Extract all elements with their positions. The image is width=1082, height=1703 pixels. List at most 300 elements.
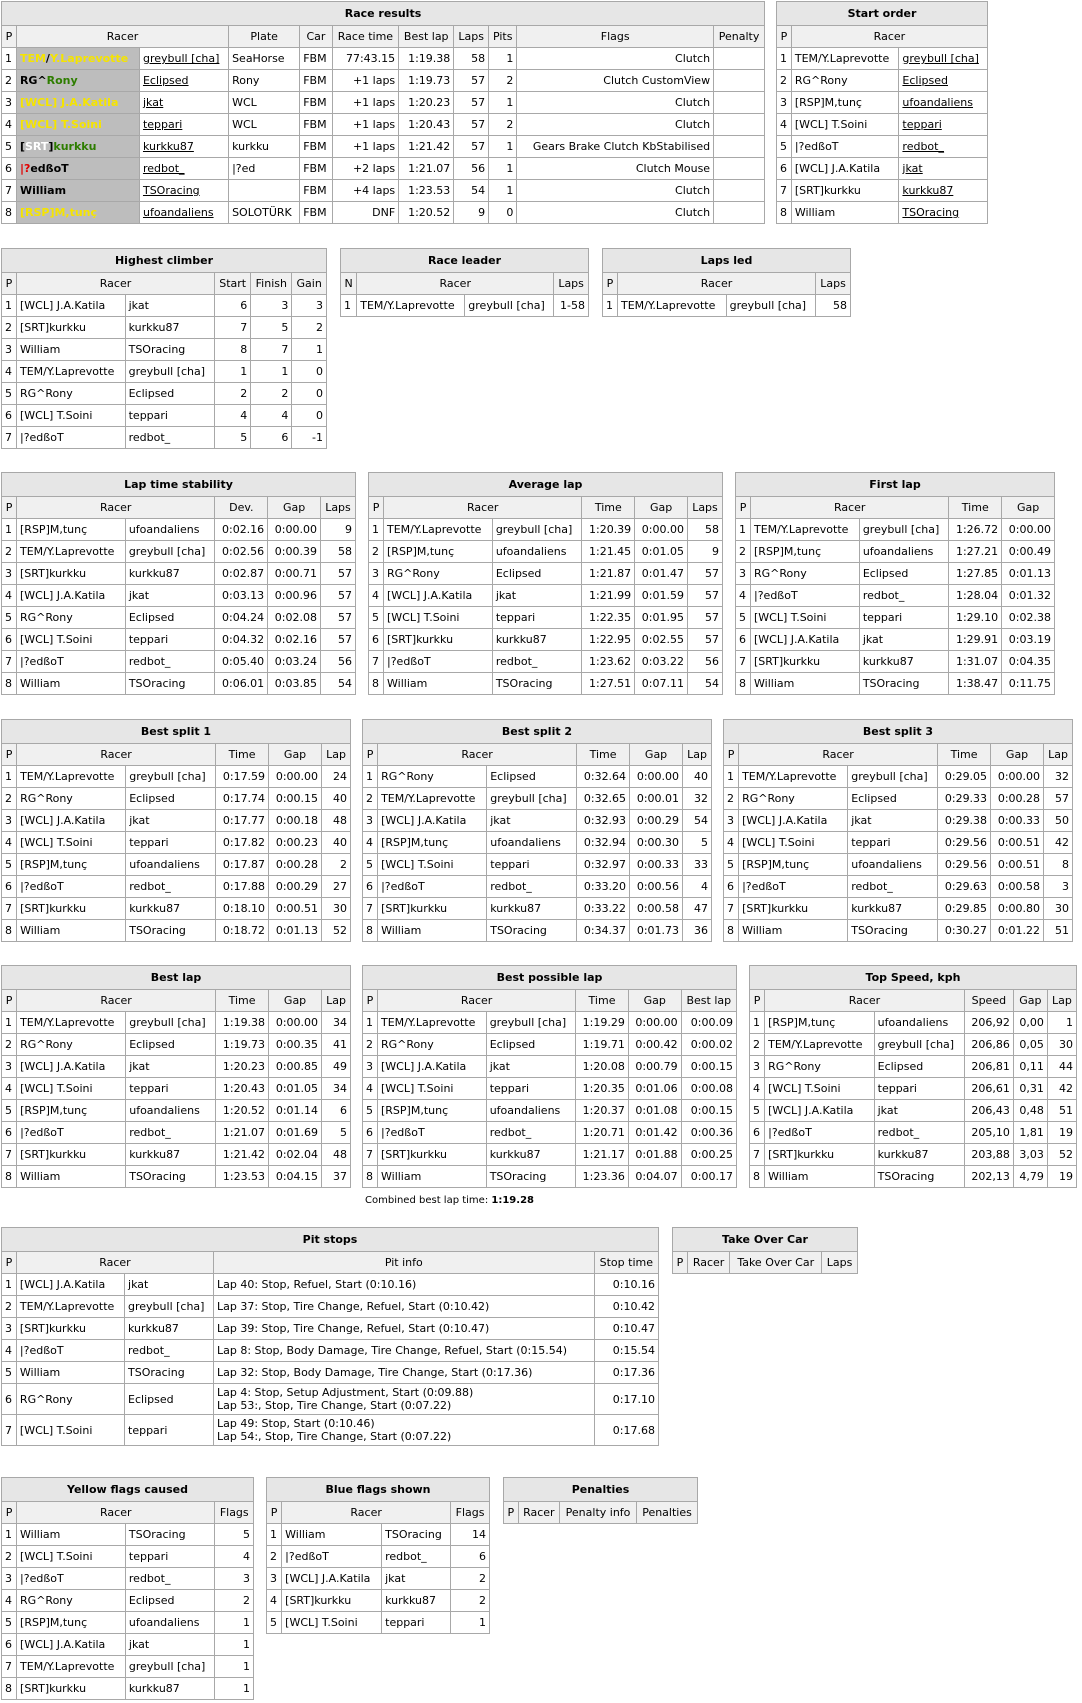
pits-cell: 2 bbox=[489, 70, 517, 92]
table-row bbox=[369, 541, 723, 563]
flags-cell: Gears Brake Clutch KbStabilised bbox=[517, 136, 714, 158]
racer-username-cell: kurkku87 bbox=[126, 1144, 216, 1166]
value-cell: 0 bbox=[292, 361, 327, 383]
value-cell: 0:04.15 bbox=[269, 1166, 322, 1188]
racer-name-cell: RG^Rony bbox=[378, 766, 487, 788]
value-cell: 0:06.01 bbox=[215, 673, 268, 695]
table-row bbox=[363, 920, 712, 942]
username-text[interactable]: ufoandaliens bbox=[142, 206, 214, 219]
value-cell: 0:01.05 bbox=[635, 541, 688, 563]
value-cell: 0:01.59 bbox=[635, 585, 688, 607]
position-cell: 6 bbox=[2, 1384, 17, 1415]
column-header: P bbox=[736, 497, 751, 519]
position-cell: 4 bbox=[2, 1078, 17, 1100]
username-text[interactable]: Eclipsed bbox=[902, 74, 948, 87]
table-row bbox=[2, 361, 327, 383]
position-cell: 2 bbox=[267, 1546, 282, 1568]
table-row bbox=[777, 92, 988, 114]
racer-name-cell: [WCL] T.Soini bbox=[16, 1415, 124, 1446]
value-cell: 0:00.51 bbox=[991, 854, 1044, 876]
value-cell: 0:04.35 bbox=[1002, 651, 1055, 673]
racer-username-cell: ufoandaliens bbox=[848, 854, 938, 876]
racer-name-cell: TEM/Y.Laprevotte bbox=[384, 519, 493, 541]
position-cell: 5 bbox=[2, 854, 17, 876]
table-header bbox=[363, 990, 737, 1012]
racer-username-cell: kurkku87 bbox=[859, 651, 949, 673]
value-cell: 3,03 bbox=[1013, 1144, 1047, 1166]
position-cell: 1 bbox=[2, 1012, 17, 1034]
pit-info-line: Lap 4: Stop, Setup Adjustment, Start (0:09.88) bbox=[216, 1386, 474, 1399]
value-cell: 0:00.23 bbox=[269, 832, 322, 854]
table-row bbox=[2, 1144, 351, 1166]
racer-username-cell: kurkku87 bbox=[486, 1144, 575, 1166]
racer-name-cell: William bbox=[17, 920, 126, 942]
value-cell: 1:21.87 bbox=[582, 563, 635, 585]
lap-time-stability-table bbox=[1, 472, 356, 695]
column-header: Gain bbox=[292, 273, 327, 295]
position-cell: 7 bbox=[363, 898, 378, 920]
racer-username-cell: jkat bbox=[492, 585, 582, 607]
table-header bbox=[603, 273, 851, 295]
penalty-cell bbox=[714, 202, 765, 224]
racer-name-part: [ bbox=[19, 206, 25, 219]
table-row bbox=[363, 1078, 737, 1100]
value-cell: 33 bbox=[683, 854, 712, 876]
table-row bbox=[777, 180, 988, 202]
value-cell: 0:29.38 bbox=[938, 810, 991, 832]
racer-name-cell: [RSP]M,tunç bbox=[378, 1100, 487, 1122]
value-cell: 0:00.96 bbox=[268, 585, 321, 607]
table-row bbox=[724, 810, 1073, 832]
flags-cell: Clutch bbox=[517, 114, 714, 136]
value-cell: 0 bbox=[292, 405, 327, 427]
racer-username-cell: TSOracing bbox=[126, 920, 216, 942]
racer-username-cell: greybull [cha] bbox=[726, 295, 815, 317]
racer-name-cell: [SRT]kurkku bbox=[739, 898, 848, 920]
column-header: P bbox=[2, 744, 17, 766]
value-cell: 0:04.32 bbox=[215, 629, 268, 651]
column-header: P bbox=[2, 497, 17, 519]
racer-name-cell: [WCL] J.A.Katila bbox=[378, 1056, 487, 1078]
value-cell: 1,81 bbox=[1013, 1122, 1047, 1144]
value-cell: 9 bbox=[687, 541, 722, 563]
table-title: Race leader bbox=[341, 249, 589, 273]
racer-name-cell: [RSP]M,tunç bbox=[17, 1100, 126, 1122]
value-cell: 1:27.85 bbox=[949, 563, 1002, 585]
column-header: Racer bbox=[765, 990, 965, 1012]
combined-best-label: Combined best lap time: bbox=[365, 1195, 489, 1206]
stop-time-cell: 0:17.36 bbox=[594, 1362, 658, 1384]
car-cell: FBM bbox=[300, 158, 332, 180]
racer-username-link[interactable] bbox=[899, 180, 988, 202]
flags-cell: Clutch bbox=[517, 48, 714, 70]
username-text[interactable]: redbot_ bbox=[902, 140, 944, 153]
racer-username-link[interactable] bbox=[139, 136, 228, 158]
position-cell: 4 bbox=[724, 832, 739, 854]
racer-username-cell: redbot_ bbox=[125, 1568, 215, 1590]
racer-username-cell: kurkku87 bbox=[848, 898, 938, 920]
car-cell: FBM bbox=[300, 48, 332, 70]
best-lap-cell: 1:19.73 bbox=[399, 70, 454, 92]
racer-name-cell: William bbox=[378, 1166, 487, 1188]
racer-name-cell: William bbox=[17, 1166, 126, 1188]
racer-name-cell: TEM/Y.Laprevotte bbox=[17, 1012, 126, 1034]
column-header: P bbox=[267, 1502, 282, 1524]
racer-name-cell: |?edßoT bbox=[791, 136, 899, 158]
value-cell: 0:00.51 bbox=[269, 898, 322, 920]
racer-username-cell: redbot_ bbox=[382, 1546, 451, 1568]
table-header bbox=[750, 990, 1077, 1012]
column-header: Dev. bbox=[215, 497, 268, 519]
value-cell: 0:04.24 bbox=[215, 607, 268, 629]
value-cell: 1-58 bbox=[554, 295, 589, 317]
racer-username-cell: ufoandaliens bbox=[487, 832, 577, 854]
value-cell: 8 bbox=[1044, 854, 1073, 876]
position-cell: 3 bbox=[363, 1056, 378, 1078]
position-cell: 2 bbox=[2, 70, 17, 92]
value-cell: 0:02.87 bbox=[215, 563, 268, 585]
table-row bbox=[777, 202, 988, 224]
racer-name-cell: |?edßoT bbox=[378, 1122, 487, 1144]
table-row bbox=[2, 810, 351, 832]
value-cell: 0:17.87 bbox=[216, 854, 269, 876]
racer-name-cell: TEM/Y.Laprevotte bbox=[765, 1034, 875, 1056]
column-header: P bbox=[777, 26, 792, 48]
value-cell: 1:20.52 bbox=[216, 1100, 269, 1122]
position-cell: 4 bbox=[2, 1590, 17, 1612]
racer-username-link[interactable] bbox=[899, 202, 988, 224]
racer-name-cell: |?edßoT bbox=[17, 1122, 126, 1144]
username-text[interactable]: jkat bbox=[902, 162, 923, 175]
table-header bbox=[2, 1502, 254, 1524]
value-cell: 48 bbox=[322, 810, 351, 832]
column-header: Racer bbox=[16, 273, 214, 295]
racer-name-part: SRT bbox=[24, 140, 49, 153]
racer-username-cell: ufoandaliens bbox=[486, 1100, 575, 1122]
column-header: Lap bbox=[322, 990, 351, 1012]
position-cell: 1 bbox=[2, 48, 17, 70]
value-cell: 0:00.09 bbox=[681, 1012, 736, 1034]
racer-username-cell: jkat bbox=[859, 629, 949, 651]
value-cell: 1:38.47 bbox=[949, 673, 1002, 695]
table-row bbox=[2, 1612, 254, 1634]
position-cell: 8 bbox=[2, 1166, 17, 1188]
column-header: Lap bbox=[683, 744, 712, 766]
position-cell: 3 bbox=[363, 810, 378, 832]
value-cell: 5 bbox=[322, 1122, 351, 1144]
table-row bbox=[2, 1012, 351, 1034]
position-cell: 3 bbox=[2, 92, 17, 114]
racer-name-cell: |?edßoT bbox=[16, 1340, 124, 1362]
table-row bbox=[267, 1568, 490, 1590]
value-cell: 1:20.08 bbox=[576, 1056, 629, 1078]
position-cell: 1 bbox=[369, 519, 384, 541]
value-cell: 1:29.10 bbox=[949, 607, 1002, 629]
racer-name-part: RSP bbox=[24, 206, 50, 219]
racer-username-cell: jkat bbox=[382, 1568, 451, 1590]
value-cell: 0 bbox=[292, 383, 327, 405]
racer-name-cell: [SRT]kurkku bbox=[16, 1318, 124, 1340]
position-cell: 6 bbox=[363, 1122, 378, 1144]
column-header: Start bbox=[215, 273, 251, 295]
username-text[interactable]: greybull [cha] bbox=[142, 52, 220, 65]
race-result-row bbox=[2, 180, 765, 202]
username-text[interactable]: greybull [cha] bbox=[902, 52, 979, 65]
racer-username-link[interactable] bbox=[899, 92, 988, 114]
table-row bbox=[724, 854, 1073, 876]
value-cell: 54 bbox=[683, 810, 712, 832]
racer-name-cell: RG^Rony bbox=[378, 1034, 487, 1056]
racer-name-cell: TEM/Y.Laprevotte bbox=[618, 295, 727, 317]
racer-username-cell: Eclipsed bbox=[859, 563, 949, 585]
value-cell: 0:32.97 bbox=[577, 854, 630, 876]
table-row bbox=[369, 651, 723, 673]
racer-username-cell: jkat bbox=[874, 1100, 964, 1122]
column-header: Penalties bbox=[637, 1502, 698, 1524]
racer-name-cell: TEM/Y.Laprevotte bbox=[739, 766, 848, 788]
username-text[interactable]: TSOracing bbox=[142, 184, 200, 197]
table-row bbox=[2, 1078, 351, 1100]
racer-name-part: [ bbox=[19, 140, 25, 153]
table-header bbox=[369, 497, 723, 519]
value-cell: 0:01.32 bbox=[1002, 585, 1055, 607]
racer-name-cell: |?edßoT bbox=[17, 876, 126, 898]
racer-username-link[interactable] bbox=[899, 48, 988, 70]
value-cell: 5 bbox=[251, 317, 292, 339]
position-cell: 1 bbox=[363, 766, 378, 788]
value-cell: 40 bbox=[683, 766, 712, 788]
racer-username-link[interactable] bbox=[139, 180, 228, 202]
table-row bbox=[2, 295, 327, 317]
racer-username-cell: teppari bbox=[126, 832, 216, 854]
table-row bbox=[736, 673, 1055, 695]
value-cell: 40 bbox=[322, 832, 351, 854]
username-text[interactable]: teppari bbox=[902, 118, 942, 131]
racer-name-part: ^ bbox=[37, 74, 47, 87]
username-text[interactable]: redbot_ bbox=[142, 162, 185, 175]
racer-name-cell: RG^Rony bbox=[16, 1384, 124, 1415]
col-racer: Racer bbox=[16, 26, 228, 48]
pits-cell: 1 bbox=[489, 158, 517, 180]
value-cell: 1:23.53 bbox=[216, 1166, 269, 1188]
value-cell: 6 bbox=[215, 295, 251, 317]
table-row bbox=[736, 541, 1055, 563]
best-split-2-table bbox=[362, 719, 712, 942]
value-cell: 0:00.01 bbox=[630, 788, 683, 810]
racer-username-cell: TSOracing bbox=[486, 1166, 575, 1188]
plate-cell: kurkku bbox=[229, 136, 300, 158]
table-row bbox=[267, 1612, 490, 1634]
username-text[interactable]: TSOracing bbox=[902, 206, 960, 219]
username-text[interactable]: jkat bbox=[142, 96, 164, 109]
position-cell: 5 bbox=[369, 607, 384, 629]
username-text[interactable]: Eclipsed bbox=[142, 74, 189, 87]
racer-name-cell: [WCL] J.A.Katila bbox=[17, 585, 126, 607]
column-header: Gap bbox=[268, 497, 321, 519]
table-row bbox=[724, 920, 1073, 942]
racer-name-part: kurkku bbox=[53, 140, 97, 153]
racer-username-link[interactable] bbox=[139, 70, 228, 92]
racer-name-cell: [WCL] J.A.Katila bbox=[765, 1100, 875, 1122]
racer-username-cell: kurkku87 bbox=[125, 563, 215, 585]
racer-username-cell: ufoandaliens bbox=[125, 519, 215, 541]
racer-username-link[interactable] bbox=[899, 70, 988, 92]
position-cell: 5 bbox=[750, 1100, 765, 1122]
username-text[interactable]: kurkku87 bbox=[902, 184, 954, 197]
stop-time-cell: 0:10.16 bbox=[594, 1274, 658, 1296]
pit-info-line: Lap 8: Stop, Body Damage, Tire Change, Refuel, Start (0:15.54) bbox=[216, 1344, 568, 1357]
position-cell: 1 bbox=[2, 519, 17, 541]
value-cell: 0:29.56 bbox=[938, 832, 991, 854]
value-cell: 58 bbox=[320, 541, 355, 563]
value-cell: 1:20.39 bbox=[582, 519, 635, 541]
table-header bbox=[363, 744, 712, 766]
racer-username-link[interactable] bbox=[139, 92, 228, 114]
table-header bbox=[2, 990, 351, 1012]
racer-name-cell: William bbox=[282, 1524, 382, 1546]
racer-username-cell: TSOracing bbox=[848, 920, 938, 942]
race-results-header bbox=[2, 26, 765, 48]
racer-username-cell: kurkku87 bbox=[126, 898, 216, 920]
pits-cell: 2 bbox=[489, 114, 517, 136]
value-cell: -1 bbox=[292, 427, 327, 449]
position-cell: 4 bbox=[2, 114, 17, 136]
value-cell: 0:01.14 bbox=[269, 1100, 322, 1122]
racer-name-cell: RG^Rony bbox=[739, 788, 848, 810]
racer-username-cell: teppari bbox=[492, 607, 582, 629]
racer-name-cell: [SRT]kurkku bbox=[17, 1678, 126, 1700]
username-text[interactable]: kurkku87 bbox=[142, 140, 194, 153]
race-time-cell: +1 laps bbox=[332, 70, 399, 92]
racer-name-cell: [SRT]kurkku bbox=[17, 1144, 126, 1166]
penalty-cell bbox=[714, 180, 765, 202]
value-cell: 0:03.85 bbox=[268, 673, 321, 695]
value-cell: 57 bbox=[1044, 788, 1073, 810]
table-row bbox=[750, 1144, 1077, 1166]
table-row bbox=[363, 898, 712, 920]
table-row bbox=[2, 1056, 351, 1078]
column-header: P bbox=[724, 744, 739, 766]
flags-cell: Clutch CustomView bbox=[517, 70, 714, 92]
racer-name-cell bbox=[16, 114, 139, 136]
position-cell: 5 bbox=[267, 1612, 282, 1634]
value-cell: 6 bbox=[322, 1100, 351, 1122]
table-row bbox=[2, 1166, 351, 1188]
position-cell: 2 bbox=[777, 70, 792, 92]
table-row bbox=[736, 651, 1055, 673]
value-cell: 0:00.58 bbox=[630, 898, 683, 920]
col-car: Car bbox=[300, 26, 332, 48]
table-row bbox=[369, 519, 723, 541]
col-flags: Flags bbox=[517, 26, 714, 48]
table-row bbox=[2, 1100, 351, 1122]
table-row bbox=[2, 1656, 254, 1678]
position-cell: 7 bbox=[2, 427, 17, 449]
combined-best-value: 1:19.28 bbox=[491, 1195, 534, 1206]
racer-username-cell: kurkku87 bbox=[125, 317, 214, 339]
racer-name-part: TEM bbox=[19, 52, 46, 65]
column-header: Flags bbox=[451, 1502, 490, 1524]
value-cell: 0:00.00 bbox=[269, 1012, 322, 1034]
table-row bbox=[363, 1100, 737, 1122]
table-row bbox=[369, 629, 723, 651]
pit-info-line: Lap 32: Stop, Body Damage, Tire Change, Start (0:17.36) bbox=[216, 1366, 533, 1379]
table-header bbox=[341, 273, 589, 295]
col-plate: Plate bbox=[229, 26, 300, 48]
racer-username-link[interactable] bbox=[899, 114, 988, 136]
racer-username-cell: greybull [cha] bbox=[125, 541, 215, 563]
racer-name-cell: |?edßoT bbox=[751, 585, 860, 607]
car-cell: FBM bbox=[300, 136, 332, 158]
position-cell: 3 bbox=[2, 563, 17, 585]
value-cell: 1:22.35 bbox=[582, 607, 635, 629]
racer-name-part: William bbox=[19, 184, 67, 197]
plate-cell: Rony bbox=[229, 70, 300, 92]
value-cell: 41 bbox=[322, 1034, 351, 1056]
column-header: Penalty info bbox=[560, 1502, 637, 1524]
racer-username-link[interactable] bbox=[139, 202, 228, 224]
position-cell: 3 bbox=[2, 810, 17, 832]
value-cell: 206,43 bbox=[964, 1100, 1013, 1122]
column-header: Time bbox=[938, 744, 991, 766]
value-cell: 0:00.56 bbox=[630, 876, 683, 898]
value-cell: 57 bbox=[320, 563, 355, 585]
position-cell: 7 bbox=[2, 1144, 17, 1166]
racer-name-cell: [WCL] T.Soini bbox=[16, 405, 125, 427]
value-cell: 0:00.39 bbox=[268, 541, 321, 563]
position-cell: 5 bbox=[2, 136, 17, 158]
plate-cell: |?ed bbox=[229, 158, 300, 180]
racer-username-link[interactable] bbox=[899, 136, 988, 158]
pit-stops-header bbox=[2, 1252, 659, 1274]
column-header: Racer bbox=[518, 1502, 559, 1524]
racer-username-cell: Eclipsed bbox=[126, 1034, 216, 1056]
value-cell: 0:00.85 bbox=[269, 1056, 322, 1078]
value-cell: 206,92 bbox=[964, 1012, 1013, 1034]
value-cell: 0:04.07 bbox=[628, 1166, 681, 1188]
racer-username-cell: greybull [cha] bbox=[125, 361, 214, 383]
position-cell: 5 bbox=[2, 383, 17, 405]
racer-name-cell: [WCL] T.Soini bbox=[765, 1078, 875, 1100]
table-row bbox=[724, 876, 1073, 898]
pit-info-cell bbox=[213, 1318, 594, 1340]
racer-username-cell: Eclipsed bbox=[848, 788, 938, 810]
racer-username-link[interactable] bbox=[899, 158, 988, 180]
value-cell: 0:01.06 bbox=[628, 1078, 681, 1100]
racer-username-cell: Eclipsed bbox=[492, 563, 582, 585]
yellow-flags-table bbox=[1, 1477, 254, 1700]
racer-name-cell: [RSP]M,tunç bbox=[378, 832, 487, 854]
value-cell: 0:32.94 bbox=[577, 832, 630, 854]
username-text[interactable]: teppari bbox=[142, 118, 183, 131]
table-header bbox=[777, 26, 988, 48]
racer-username-cell: greybull [cha] bbox=[487, 788, 577, 810]
value-cell: 1:27.51 bbox=[582, 673, 635, 695]
position-cell: 7 bbox=[2, 180, 17, 202]
race-result-row bbox=[2, 92, 765, 114]
position-cell: 3 bbox=[2, 339, 17, 361]
username-text[interactable]: ufoandaliens bbox=[902, 96, 974, 109]
table-row bbox=[2, 317, 327, 339]
race-results-title: Race results bbox=[2, 2, 765, 26]
racer-username-link[interactable] bbox=[139, 48, 228, 70]
value-cell: 0:01.88 bbox=[628, 1144, 681, 1166]
racer-username-link[interactable] bbox=[139, 158, 228, 180]
value-cell: 0,48 bbox=[1013, 1100, 1047, 1122]
average-lap-table bbox=[368, 472, 723, 695]
racer-username-link[interactable] bbox=[139, 114, 228, 136]
racer-name-cell: William bbox=[765, 1166, 875, 1188]
